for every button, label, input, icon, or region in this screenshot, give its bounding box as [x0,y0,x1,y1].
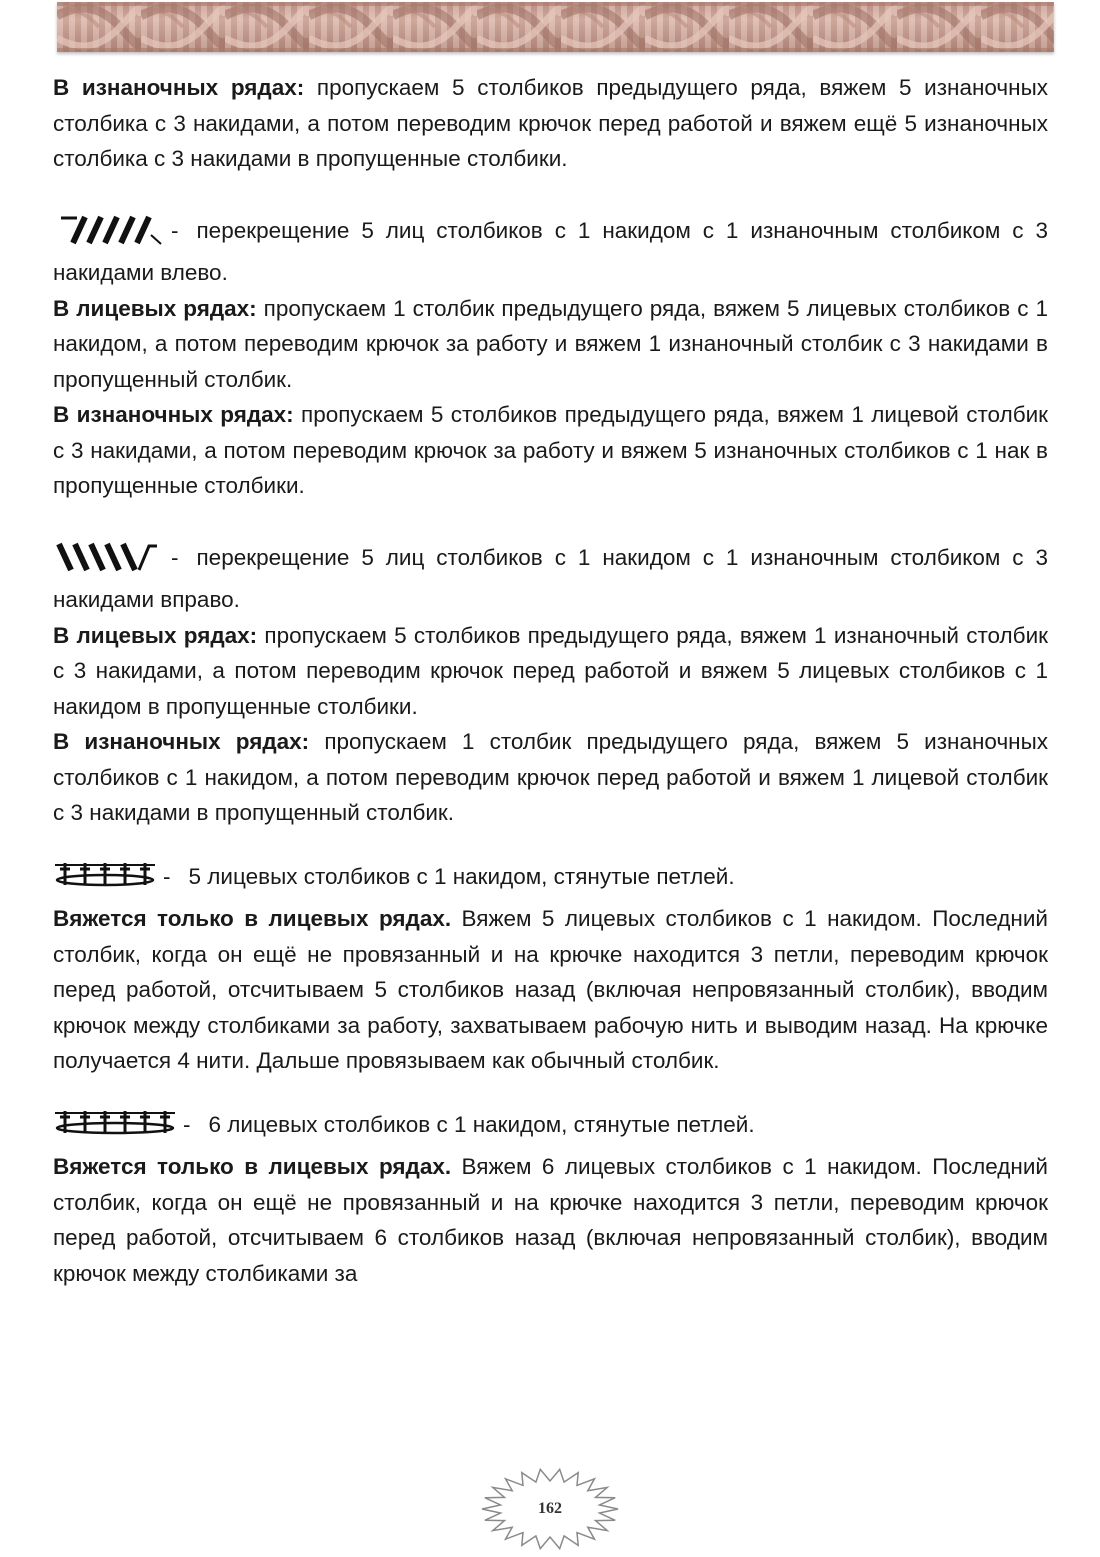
symbol-description: 5 лицевых столбиков с 1 накидом, стянутые петлей. [188,863,735,889]
page-number: 162 [538,1500,562,1517]
paragraph-purl-rows-1 [53,70,1048,177]
paragraph-text: пропускаем 5 столбиков предыдущего ряда, вяжем 5 изнаночных столбика с 3 накидами, а потом переводим крючок перед работой и вяжем ещё 5 изнаночных столбика с 3 накидами в пропущенные столбики. [53,75,1049,171]
paragraph-text: Вяжем 5 лицевых столбиков с 1 накидом. Последний столбик, когда он ещё не провязанный и на крючке находится 3 петли, переводим крючок перед работой, отсчитываем 5 столбиков назад (включая непровязанный столбик), вводим крючок между столбиками за работу, захватываем рабочую нить и выводим назад. На крючке получается 4 нити. Дальше провязываем как обычный столбик. [53,906,1048,1073]
paragraph-text: Вяжем 6 лицевых столбиков с 1 накидом. Последний столбик, когда он ещё не провязанный и на крючке находится 3 петли, переводим крючок перед работой, отсчитываем 6 столбиков назад (включая непровязанный столбик), вводим крючок между столбиками за [53,1154,1048,1286]
six-stitch-loop-icon [53,1107,177,1150]
paragraph-knit-rows-2 [53,618,1048,725]
paragraph-knit-rows-1 [53,291,1048,398]
paragraph-knit-only-1 [53,901,1048,1079]
bold-lead: В изнаночных рядах: [53,75,305,100]
bold-lead: Вяжется только в лицевых рядах. [53,906,452,931]
symbol-entry-six-loop [53,1107,1048,1150]
paragraph-purl-rows-2 [53,397,1048,504]
bold-lead: В лицевых рядах: [53,295,257,321]
cross-right-icon [53,542,165,583]
paragraph-text: пропускаем 5 столбиков предыдущего ряда, вяжем 1 лицевой столбик с 3 накидами, а потом переводим крючок за работу и вяжем 5 изнаночных столбиков с 1 нак в пропущенные столбики. [53,402,1049,498]
paragraph-purl-rows-3 [53,724,1048,831]
symbol-entry-cross-right [53,540,1048,618]
bold-lead: В изнаночных рядах: [53,402,294,427]
paragraph-text: пропускаем 1 столбик предыдущего ряда, вяжем 5 изнаночных столбиков с 1 накидом, а потом переводим крючок перед работой и вяжем 1 лицевой столбик с 3 накидами в пропущенный столбик. [53,729,1049,825]
symbol-description: перекрещение 5 лиц столбиков с 1 накидом с 1 изнаночным столбиком с 3 накидами вправо. [53,544,1048,612]
symbol-dash: - [171,217,179,243]
decorative-cable-knit-border [57,2,1054,52]
symbol-entry-cross-left [53,213,1048,291]
cross-left-icon [53,215,165,256]
bold-lead: В лицевых рядах: [53,622,258,648]
paragraph-text: пропускаем 5 столбиков предыдущего ряда, вяжем 1 изнаночный столбик с 3 накидами, а потом переводим крючок перед работой и вяжем 5 лицевых столбиков с 1 накидом в пропущенные столбики. [53,622,1048,719]
page-number-badge [478,1466,622,1552]
symbol-dash: - [183,1111,191,1137]
paragraph-text: пропускаем 1 столбик предыдущего ряда, вяжем 5 лицевых столбиков с 1 накидом, а потом переводим крючок за работу и вяжем 1 изнаночный столбик с 3 накидами в пропущенный столбик. [53,295,1048,392]
bold-lead: В изнаночных рядах: [53,729,310,754]
symbol-dash: - [163,863,171,889]
symbol-description: 6 лицевых столбиков с 1 накидом, стянутые петлей. [208,1111,755,1137]
symbol-entry-five-loop [53,859,1048,902]
bold-lead: Вяжется только в лицевых рядах. [53,1154,452,1179]
five-stitch-loop-icon [53,859,157,902]
paragraph-knit-only-2 [53,1149,1048,1291]
symbol-description: перекрещение 5 лиц столбиков с 1 накидом с 1 изнаночным столбиком с 3 накидами влево. [53,217,1048,285]
symbol-dash: - [171,544,179,570]
page-body [53,70,1048,1291]
